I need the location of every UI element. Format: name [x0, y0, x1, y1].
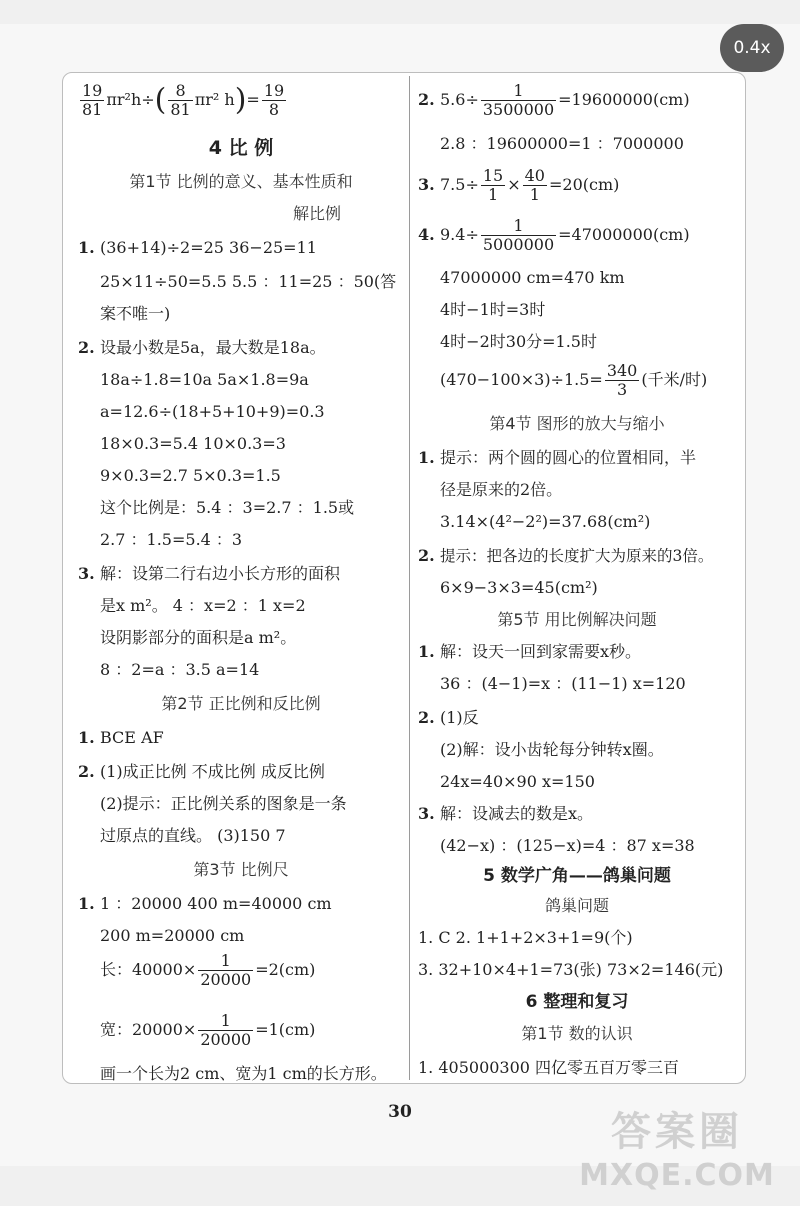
answer-line: 提示：两个圆的圆心的位置相同，半 — [440, 448, 697, 467]
question-number: 2. — [78, 762, 95, 781]
formula-line: $\frac{19}{81}$ πr²h÷( $\frac{8}{81}$ πr² h)= $\frac{19}{8}$ — [82, 81, 285, 119]
answer-line: 案不唯一) — [100, 304, 171, 323]
question-number: 1. — [418, 448, 435, 467]
chapter-title: 6 整理和复习 — [525, 992, 629, 1012]
question-number: 3. — [418, 175, 435, 194]
answer-line: 2.7 ：1.5=5.4 ：3 — [100, 530, 243, 549]
section-title: 第1节 数的认识 — [521, 1024, 633, 1043]
answer-line: 画一个长为2 cm、宽为1 cm的长方形。 — [100, 1064, 387, 1083]
answer-line: 提示：把各边的长度扩大为原来的3倍。 — [440, 547, 714, 565]
answer-line: (42−x) ：(125−x)=4 ：87 x=38 — [440, 836, 695, 855]
answer-line: 1. C 2. 1+1+2×3+1=9(个) — [418, 928, 633, 947]
section-title: 第4节 图形的放大与缩小 — [489, 414, 665, 433]
answer-line: 3.14×(4²−2²)=37.68(cm²) — [440, 512, 651, 531]
answer-line: 9.4÷ $\frac{1}{5000000}$ =47000000(cm) — [440, 216, 690, 254]
answer-line: 过原点的直线。 (3)150 7 — [100, 826, 286, 845]
section-title: 第3节 比例尺 — [193, 860, 289, 879]
answer-line: 8 ：2=a ：3.5 a=14 — [100, 660, 260, 679]
answer-line: 长：40000× $\frac{1}{20000}$ =2(cm) — [100, 951, 316, 989]
answer-line: BCE AF — [100, 728, 164, 747]
section-title: 鸽巢问题 — [544, 896, 609, 915]
answer-line: 1. 405000300 四亿零五百万零三百 — [418, 1058, 680, 1077]
answer-line: a=12.6÷(18+5+10+9)=0.3 — [100, 402, 325, 421]
answer-line: 4时−1时=3时 — [440, 300, 546, 319]
answer-line: 宽：20000× $\frac{1}{20000}$ =1(cm) — [100, 1011, 316, 1049]
question-number: 2. — [418, 90, 435, 109]
fraction: $\frac{1}{20000}$ — [200, 1011, 252, 1049]
answer-line: 24x=40×90 x=150 — [440, 772, 595, 791]
section-title: 第1节 比例的意义、基本性质和 — [129, 172, 353, 191]
answer-line: 18×0.3=5.4 10×0.3=3 — [100, 434, 286, 453]
answer-line: 解：设减去的数是x。 — [440, 804, 594, 823]
answer-line: 47000000 cm=470 km — [440, 268, 625, 287]
answer-line: 4时−2时30分=1.5时 — [440, 332, 597, 351]
section-title-cont: 解比例 — [292, 204, 341, 223]
question-number: 1. — [78, 894, 95, 913]
fraction: $\frac{19}{8}$ — [263, 81, 285, 119]
answer-line: (2)提示：正比例关系的图象是一条 — [100, 794, 347, 813]
fraction: $\frac{15}{1}$ — [482, 166, 504, 204]
answer-line: (1)成正比例 不成比例 成反比例 — [100, 762, 325, 781]
fraction: $\frac{1}{5000000}$ — [482, 216, 555, 254]
question-number: 3. — [78, 564, 95, 583]
answer-line: (36+14)÷2=25 36−25=11 — [100, 238, 317, 257]
answer-line: 设最小数是5a，最大数是18a。 — [100, 338, 326, 357]
fraction: $\frac{340}{3}$ — [606, 361, 638, 399]
answer-line: (2)解：设小齿轮每分钟转x圈。 — [440, 740, 664, 759]
question-number: 1. — [418, 642, 435, 661]
fraction: $\frac{1}{3500000}$ — [482, 81, 555, 119]
answer-line: 7.5÷ $\frac{15}{1}$ × $\frac{40}{1}$ =20(cm) — [440, 166, 620, 204]
answer-line: 3. 32+10×4+1=73(张) 73×2=146(元) — [418, 960, 724, 979]
answer-line: 6×9−3×3=45(cm²) — [440, 578, 598, 597]
answer-line: 是x m²。 4 ：x=2 ：1 x=2 — [100, 596, 306, 615]
fraction: $\frac{8}{81}$ — [170, 81, 191, 119]
question-number: 4. — [418, 225, 435, 244]
chapter-title: 5 数学广角——鸽巢问题 — [483, 866, 671, 886]
answer-line: 36 ：(4−1)=x ：(11−1) x=120 — [440, 674, 686, 693]
answer-line: 2.8 ：19600000=1 ：7000000 — [440, 134, 684, 153]
fraction: $\frac{40}{1}$ — [524, 166, 545, 204]
section-title: 第5节 用比例解决问题 — [497, 610, 657, 629]
page-number: 30 — [388, 1102, 412, 1122]
question-number: 2. — [78, 338, 95, 357]
fraction: $\frac{1}{20000}$ — [200, 951, 252, 989]
playback-speed-button[interactable]: 0.4x — [720, 24, 784, 72]
watermark-logo: 答案圈 MXQE.COM — [579, 1109, 775, 1193]
answer-line: 1 ：20000 400 m=40000 cm — [100, 894, 332, 913]
answer-line: 9×0.3=2.7 5×0.3=1.5 — [100, 466, 281, 485]
section-title: 第2节 正比例和反比例 — [161, 694, 321, 713]
top-bar — [0, 0, 800, 24]
answer-line: 设阴影部分的面积是a m²。 — [100, 628, 297, 647]
answer-line: 18a÷1.8=10a 5a×1.8=9a — [100, 370, 309, 389]
answer-line: (470−100×3)÷1.5= $\frac{340}{3}$ (千米/时) — [440, 361, 708, 399]
answer-line: 200 m=20000 cm — [100, 926, 245, 945]
question-number: 2. — [418, 708, 435, 727]
answer-line: 25×11÷50=5.5 5.5 ：11=25 ：50(答 — [100, 272, 397, 291]
question-number: 1. — [78, 238, 95, 257]
answer-line: (1)反 — [440, 708, 479, 727]
answer-line: 这个比例是：5.4 ：3=2.7 ：1.5或 — [100, 498, 355, 517]
answer-line: 解：设天一回到家需要x秒。 — [440, 642, 642, 661]
answer-line: 径是原来的2倍。 — [440, 480, 563, 499]
question-number: 3. — [418, 804, 435, 823]
answer-line: 解：设第二行右边小长方形的面积 — [100, 564, 341, 583]
answer-line: 5.6÷ $\frac{1}{3500000}$ =19600000(cm) — [440, 81, 690, 119]
question-number: 1. — [78, 728, 95, 747]
chapter-title: 4 比 例 — [208, 137, 274, 159]
question-number: 2. — [418, 546, 435, 565]
fraction: $\frac{19}{81}$ — [82, 81, 103, 119]
